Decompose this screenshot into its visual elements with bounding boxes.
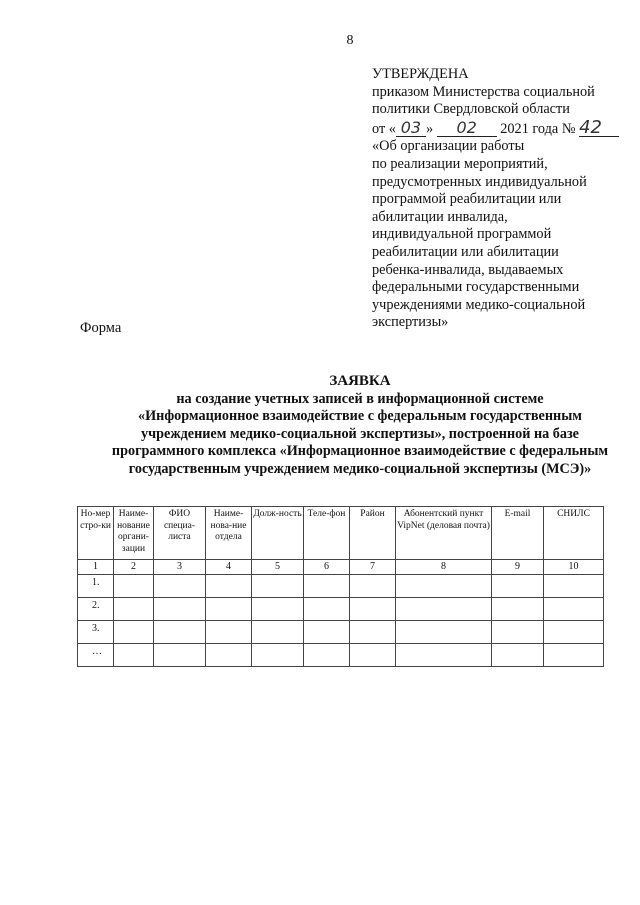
table-cell bbox=[114, 620, 154, 643]
table-cell bbox=[396, 620, 492, 643]
approval-line: политики Свердловской области bbox=[372, 101, 570, 118]
column-number: 7 bbox=[350, 560, 396, 575]
approval-date-line bbox=[372, 116, 634, 139]
subject-line: «Об организации работы bbox=[372, 138, 525, 155]
table-cell bbox=[304, 643, 350, 666]
column-number: 6 bbox=[304, 560, 350, 575]
handwritten-day: 03 bbox=[396, 119, 426, 138]
approval-heading: УТВЕРЖДЕНА bbox=[372, 66, 469, 82]
date-prefix: от « bbox=[372, 120, 396, 137]
table-cell bbox=[154, 574, 206, 597]
table-cell bbox=[350, 620, 396, 643]
row-number: 2. bbox=[78, 597, 114, 620]
subject-line: экспертизы» bbox=[372, 314, 449, 331]
table-cell bbox=[154, 620, 206, 643]
document-title bbox=[60, 373, 640, 479]
row-number: 3. bbox=[78, 620, 114, 643]
table-cell bbox=[206, 597, 252, 620]
title-main: ЗАЯВКА bbox=[329, 373, 391, 389]
header-cell: E-mail bbox=[492, 507, 544, 560]
registration-table bbox=[77, 506, 604, 667]
column-number: 3 bbox=[154, 560, 206, 575]
table-cell bbox=[350, 597, 396, 620]
title-line: государственным учреждением медико-социальной экспертизы (МСЭ)» bbox=[128, 460, 592, 477]
table-cell bbox=[206, 620, 252, 643]
table-cell bbox=[252, 643, 304, 666]
column-number: 8 bbox=[396, 560, 492, 575]
header-cell: Абонентский пункт VipNet (деловая почта) bbox=[396, 507, 492, 560]
subject-line: индивидуальной программой bbox=[372, 226, 552, 243]
table-row bbox=[78, 597, 604, 620]
table-cell bbox=[396, 643, 492, 666]
table-cell bbox=[492, 574, 544, 597]
table-cell bbox=[206, 574, 252, 597]
table-cell bbox=[492, 643, 544, 666]
subject-line: учреждениями медико-социальной bbox=[372, 296, 586, 313]
page-number: 8 bbox=[346, 33, 354, 48]
subject-line: реабилитации или абилитации bbox=[372, 243, 559, 260]
header-cell: Район bbox=[350, 507, 396, 560]
table-cell bbox=[492, 620, 544, 643]
table-cell bbox=[350, 643, 396, 666]
table-cell bbox=[154, 643, 206, 666]
row-number: 1. bbox=[78, 574, 114, 597]
header-cell: СНИЛС bbox=[544, 507, 604, 560]
column-number: 2 bbox=[114, 560, 154, 575]
header-cell: ФИО специа-листа bbox=[154, 507, 206, 560]
subject-line: ребенка-инвалида, выдаваемых bbox=[372, 261, 564, 278]
table-cell bbox=[544, 597, 604, 620]
table-cell bbox=[544, 643, 604, 666]
date-suffix: 2021 года № bbox=[500, 120, 576, 137]
table-cell bbox=[304, 574, 350, 597]
table-row bbox=[78, 643, 604, 666]
handwritten-order-number: 42 bbox=[579, 119, 619, 138]
subject-line: программой реабилитации или bbox=[372, 191, 562, 208]
table-cell bbox=[206, 643, 252, 666]
column-number: 1 bbox=[78, 560, 114, 575]
column-number-row bbox=[78, 560, 604, 575]
table-cell bbox=[304, 597, 350, 620]
table-cell bbox=[114, 643, 154, 666]
table-header-row bbox=[78, 507, 604, 560]
table-cell bbox=[252, 597, 304, 620]
row-number: … bbox=[78, 643, 114, 666]
header-cell: Наиме-нова-ние отдела bbox=[206, 507, 252, 560]
title-line: учреждением медико-социальной экспертизы», построенной на базе bbox=[141, 425, 579, 442]
table-cell bbox=[154, 597, 206, 620]
column-number: 9 bbox=[492, 560, 544, 575]
table-cell bbox=[492, 597, 544, 620]
subject-line: федеральными государственными bbox=[372, 279, 580, 296]
approval-line: приказом Министерства социальной bbox=[372, 83, 595, 100]
header-cell: Теле-фон bbox=[304, 507, 350, 560]
table-cell bbox=[350, 574, 396, 597]
table-row bbox=[78, 574, 604, 597]
table-cell bbox=[544, 620, 604, 643]
approval-block bbox=[372, 66, 634, 332]
handwritten-month: 02 bbox=[437, 119, 497, 138]
title-line: «Информационное взаимодействие с федеральным государственным bbox=[138, 408, 582, 425]
table-cell bbox=[544, 574, 604, 597]
header-cell: Но-мер стро-ки bbox=[78, 507, 114, 560]
table-cell bbox=[396, 574, 492, 597]
table-cell bbox=[114, 574, 154, 597]
column-number: 5 bbox=[252, 560, 304, 575]
title-line: программного комплекса «Информационное взаимодействие с федеральным bbox=[111, 443, 609, 460]
subject-line: абилитации инвалида, bbox=[372, 208, 508, 225]
table-cell bbox=[304, 620, 350, 643]
header-cell: Долж-ность bbox=[252, 507, 304, 560]
table-cell bbox=[114, 597, 154, 620]
column-number: 10 bbox=[544, 560, 604, 575]
subject-line: по реализации мероприятий, bbox=[372, 155, 548, 172]
table-cell bbox=[252, 574, 304, 597]
title-line: на создание учетных записей в информационной системе bbox=[176, 390, 544, 407]
date-mid: » bbox=[425, 120, 434, 137]
column-number: 4 bbox=[206, 560, 252, 575]
table-row bbox=[78, 620, 604, 643]
form-label: Форма bbox=[80, 320, 122, 336]
header-cell: Наиме-нование органи-зации bbox=[114, 507, 154, 560]
subject-line: предусмотренных индивидуальной bbox=[372, 173, 587, 190]
table-cell bbox=[252, 620, 304, 643]
table-cell bbox=[396, 597, 492, 620]
